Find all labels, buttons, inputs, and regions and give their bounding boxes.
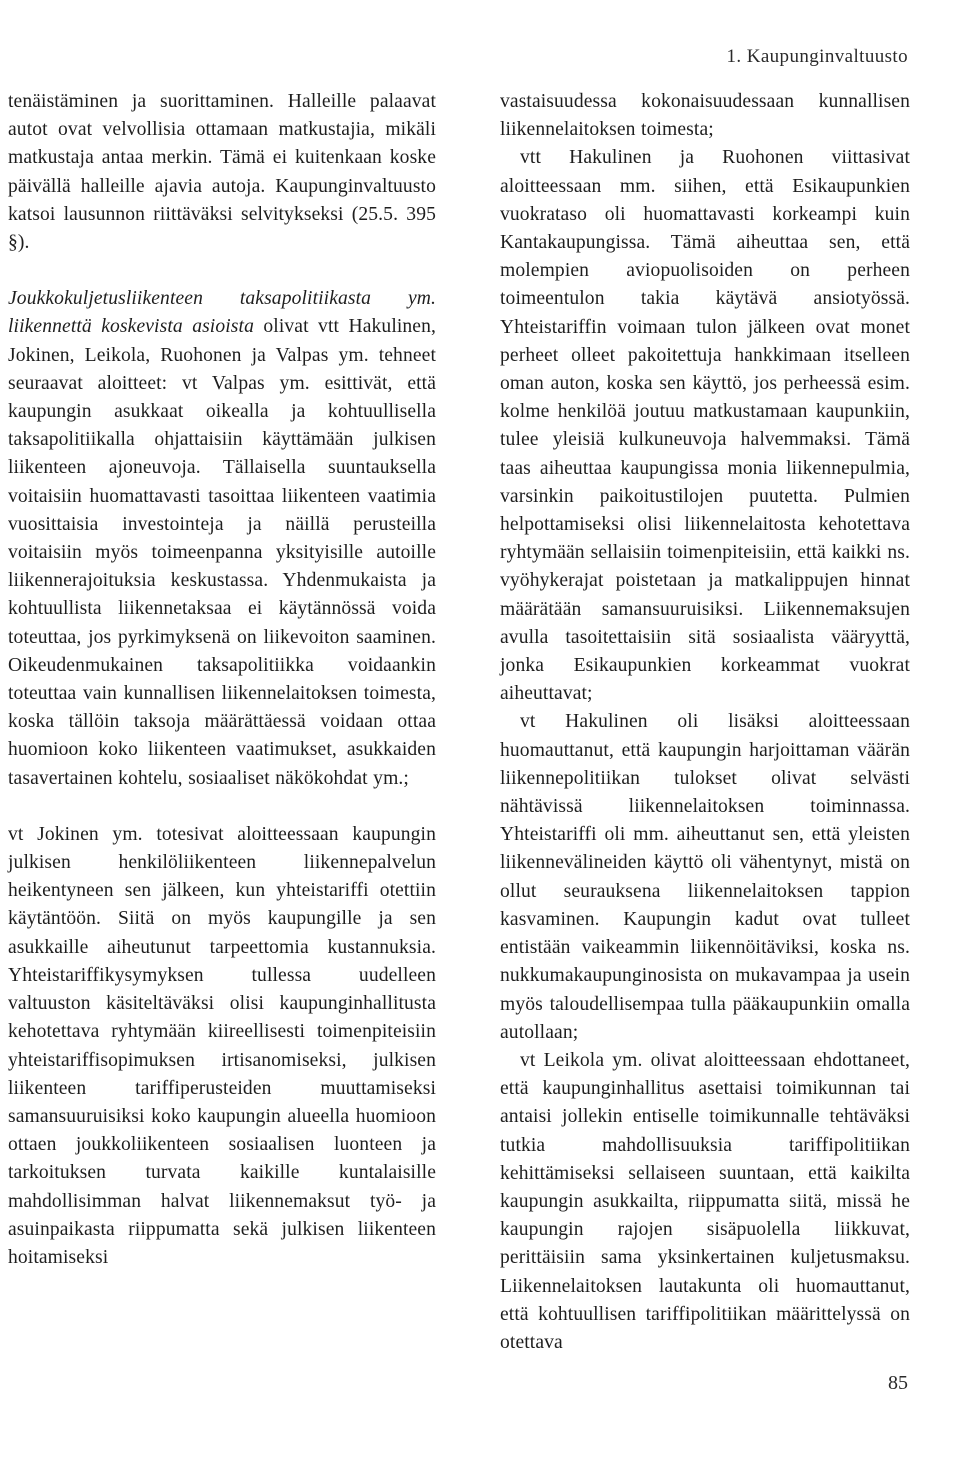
paragraph-text: olivat vtt Hakulinen, Jokinen, Leikola, Ruohonen ja Valpas ym. tehneet seuraavat aloitteet: vt Valpas ym. esittivät, että kaupungin asukkaat oikealla ja kohtuullisella taksapolitiikalla ohjattaisiin käyttämään julkisen liikenteen ajoneuvoja. Tällaisella suuntauksella voitaisiin huomattavasti tasoittaa liikenteen vaatimia vuosittaisia investointeja ja näillä perusteilla voitaisiin myös toimeenpanna yksityisille autoille liikennerajoituksia keskustassa. Yhdenmukaista ja kohtuullista liikennetaksaa ei käytännössä voida toteuttaa, jos pyrkimyksenä on liikevoiton saaminen. Oikeudenmukainen taksapolitiikka voidaankin toteuttaa vain kunnallisen liikennelaitoksen toimesta, koska tällöin taksoja määrättäessä voidaan ottaa huomioon koko liikenteen vaatimukset, asukkaiden tasavertainen kohtelu, sosiaaliset näkökohdat ym.; — [8, 316, 436, 789]
paragraph: vt Leikola ym. olivat aloitteessaan ehdottaneet, että kaupunginhallitus asettaisi toimikunnan tai antaisi jollekin entiselle toimikunnalle tehtäväksi tutkia mahdollisuuksia tariffipolitiikan kehittämiseksi sellaiseen suuntaan, että kaikilta kaupungin asukkailta, riippumatta siitä, missä he kaupungin rajojen sisäpuolella liikkuvat, perittäisiin sama yksinkertainen kuljetusmaksu. Liikennelaitoksen lautakunta oli huomauttanut, että kohtuullisen tariffipolitiikan määrittelyssä on otettava — [500, 1049, 910, 1353]
paragraph: tenäistäminen ja suorittaminen. Halleille palaavat autot ovat velvollisia ottamaan matkustajia, mikäli matkustaja antaa merkin. Tämä ei kuitenkaan koske päivällä halleille ajavia autoja. Kaupunginvaltuusto katsoi lausunnon riittäväksi selvitykseksi (25.5. 395 §). — [8, 91, 436, 254]
page-number: 85 — [888, 1372, 908, 1394]
paragraph: vtt Hakulinen ja Ruohonen viittasivat aloitteessaan mm. siihen, että Esikaupunkien vuokrataso oli huomattavasti korkeampi kuin Kantakaupungissa. Tämä aiheuttaa sen, että molempien aviopuolisoiden on perheen toimeentulon takia käytävä ansiotyössä. Yhteistariffin voimaan tulon jälkeen ovat monet perheet olleet pakoitettuja hankkimaan itselleen oman auton, koska sen käyttö, jos perheessä esim. kolme henkilöä joutuu matkustamaan kaupunkiin, tulee yleisiä kulkuneuvoja halvemmaksi. Tämä taas aiheuttaa kaupungissa monia liikennepulmia, varsinkin paikoitustilojen puutetta. Pulmien helpottamiseksi olisi liikennelaitosta kehotettava ryhtymään sellaisiin toimenpiteisiin, että kaikki ns. vyöhykerajat poistetaan ja matkalippujen hinnat määrätään samansuuruisiksi. Liikennemaksujen avulla tasoitettaisiin sitä sosiaalista vääryyttä, jonka Esikaupunkien korkeammat vuokrat aiheuttavat; — [500, 147, 910, 705]
left-column — [8, 88, 436, 1272]
paragraph: vt Hakulinen oli lisäksi aloitteessaan huomauttanut, että kaupungin harjoittaman väärän liikennepolitiikan tulokset olivat selvästi nähtävissä liikennelaitoksen toiminnassa. Yhteistariffi oli mm. aiheuttanut sen, että yleisten liikennevälineiden käyttö oli vähentynyt, mistä on ollut seurauksena liikennelaitoksen tappion kasvaminen. Kaupungin kadut ovat tulleet entistään vaikeammin liikennöitäviksi, koska ns. nukkumakaupunginosista on mukavampaa ja usein myös taloudellisempaa tulla pääkaupunkiin omalla autollaan; — [500, 711, 910, 1043]
italic-heading: Joukkokuljetusliikenteen taksapolitiikasta ym. liikennettä koskevista asioista — [8, 288, 436, 338]
right-column — [500, 88, 910, 1357]
running-header: 1. Kaupunginvaltuusto — [726, 46, 908, 67]
paragraph: vastaisuudessa kokonaisuudessaan kunnallisen liikennelaitoksen toimesta; — [500, 91, 910, 141]
paragraph: vt Jokinen ym. totesivat aloitteessaan kaupungin julkisen henkilöliikenteen liikennepalvelun heikentyneen sen jälkeen, kun yhteistariffi otettiin käytäntöön. Siitä on myös kaupungille ja sen asukkaille aiheutunut tarpeettomia kustannuksia. Yhteistariffikysymyksen tullessa uudelleen valtuuston käsiteltäväksi olisi kaupunginhallitusta kehotettava ryhtymään kiireellisesti toimenpiteisiin yhteistariffisopimuksen irtisanomiseksi, julkisen liikenteen tariffiperusteiden muuttamiseksi samansuuruisiksi koko kaupungin alueella huomioon ottaen joukkoliikenteen sosiaalisen luonteen ja tarkoituksen turvata kaikille kuntalaisille mahdollisimman halvat liikennemaksut työ- ja asuinpaikasta riippumatta sekä julkisen liikenteen hoitamiseksi — [8, 823, 436, 1268]
paragraph — [8, 285, 436, 793]
